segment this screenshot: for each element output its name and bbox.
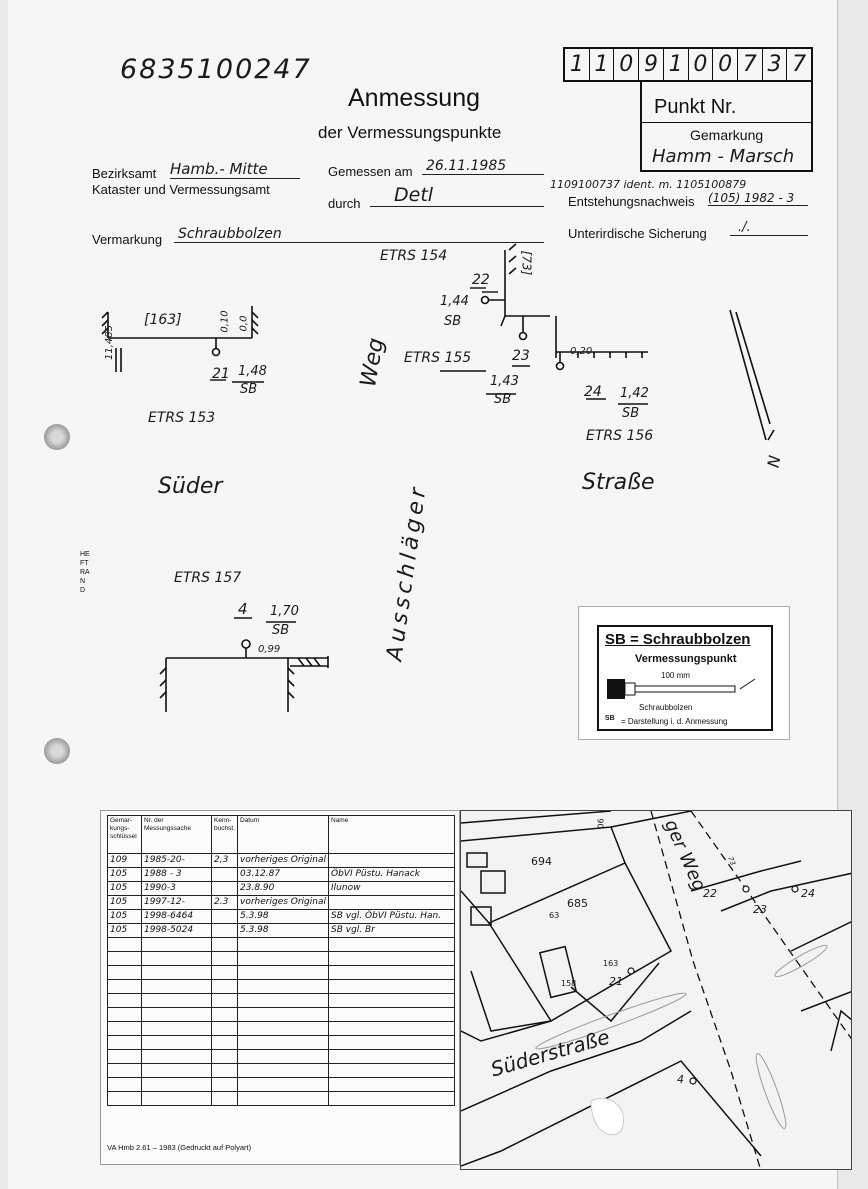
cell-kennbuchst: 2,3 bbox=[212, 854, 238, 868]
cell-gemarkung: 105 bbox=[108, 924, 142, 938]
empty-table-row bbox=[108, 952, 455, 966]
north-marker: N bbox=[763, 453, 785, 470]
cell-kennbuchst bbox=[212, 966, 238, 980]
ident-note: 1109100737 ident. m. 1105100879 bbox=[550, 178, 747, 191]
measure-099: 0,99 bbox=[258, 644, 281, 655]
legend-title: SB = Schraubbolzen bbox=[605, 631, 751, 648]
cell-kennbuchst bbox=[212, 1092, 238, 1106]
measure-00: 0,0 bbox=[238, 315, 250, 332]
cell-gemarkung bbox=[108, 1036, 142, 1050]
cell-messungssache: 1997-12- bbox=[142, 896, 212, 910]
cell-datum: 5.3.98 bbox=[238, 924, 329, 938]
point-24: 24 bbox=[584, 384, 602, 400]
punkt-label: Punkt Nr. bbox=[654, 96, 737, 118]
unterirdisch-value: ./. bbox=[730, 220, 808, 236]
cell-messungssache bbox=[142, 1064, 212, 1078]
cell-kennbuchst bbox=[212, 924, 238, 938]
cell-messungssache bbox=[142, 994, 212, 1008]
unterirdisch-label: Unterirdische Sicherung bbox=[568, 226, 707, 241]
ref-73: [73] bbox=[519, 250, 534, 276]
cell-gemarkung bbox=[108, 938, 142, 952]
cell-datum bbox=[238, 980, 329, 994]
col-kennbuchst: Kenn-buchst. bbox=[212, 816, 238, 854]
cell-name bbox=[329, 1022, 455, 1036]
empty-table-row bbox=[108, 938, 455, 952]
cell-name: SB vgl. ÖbVI Püstu. Han. bbox=[329, 910, 455, 924]
map-point-24: 24 bbox=[801, 887, 815, 900]
cell-name bbox=[329, 1092, 455, 1106]
cell-kennbuchst bbox=[212, 994, 238, 1008]
map-point-22: 22 bbox=[703, 887, 717, 900]
table-row bbox=[108, 868, 455, 882]
gemessen-label: Gemessen am bbox=[328, 164, 413, 179]
cell-name bbox=[329, 980, 455, 994]
etrs-157: ETRS 157 bbox=[174, 570, 242, 586]
point-24-sb: SB bbox=[622, 406, 640, 421]
map-street-ger-weg: ger Weg bbox=[659, 816, 710, 895]
cell-name: SB vgl. Br bbox=[329, 924, 455, 938]
gemarkung-label: Gemarkung bbox=[690, 127, 764, 143]
empty-table-row bbox=[108, 1022, 455, 1036]
cell-messungssache bbox=[142, 1036, 212, 1050]
map-point-73: 73 bbox=[726, 855, 737, 867]
cell-datum: vorheriges Original bbox=[238, 896, 329, 910]
bezirksamt-value: Hamb.- Mitte bbox=[170, 160, 300, 179]
register-table bbox=[107, 815, 455, 1106]
cell-name bbox=[329, 1008, 455, 1022]
cell-gemarkung: 105 bbox=[108, 910, 142, 924]
punkt-digit: 3 bbox=[763, 49, 788, 80]
cell-gemarkung: 105 bbox=[108, 896, 142, 910]
cell-name: ÖbVI Püstu. Hanack bbox=[329, 868, 455, 882]
punkt-digit: 1 bbox=[590, 49, 615, 80]
cell-datum bbox=[238, 1036, 329, 1050]
etrs-156: ETRS 156 bbox=[586, 428, 654, 444]
bezirksamt-label: Bezirksamt bbox=[92, 166, 157, 181]
point-22-height: 1,44 bbox=[440, 294, 469, 309]
cell-gemarkung: 105 bbox=[108, 882, 142, 896]
cell-gemarkung bbox=[108, 994, 142, 1008]
cell-gemarkung: 105 bbox=[108, 868, 142, 882]
cell-kennbuchst: 2.3 bbox=[212, 896, 238, 910]
document-number: 6835100247 bbox=[120, 54, 312, 85]
cell-gemarkung bbox=[108, 952, 142, 966]
point-24-height: 1,42 bbox=[620, 386, 649, 401]
gemessen-value: 26.11.1985 bbox=[422, 158, 544, 175]
cell-datum bbox=[238, 1022, 329, 1036]
vermarkung-value: Schraubbolzen bbox=[174, 226, 544, 243]
vermarkung-label: Vermarkung bbox=[92, 232, 163, 247]
cell-kennbuchst bbox=[212, 1036, 238, 1050]
legend-subtitle: Vermessungspunkt bbox=[635, 653, 737, 665]
form-subtitle: der Vermessungspunkte bbox=[318, 123, 502, 142]
cell-gemarkung bbox=[108, 1064, 142, 1078]
legend-sb-symbol: SB bbox=[605, 715, 615, 722]
cell-messungssache bbox=[142, 966, 212, 980]
point-4: 4 bbox=[238, 600, 248, 618]
punkt-digit: 0 bbox=[614, 49, 639, 80]
cell-datum: 23.8.90 bbox=[238, 882, 329, 896]
map-parcel-685: 685 bbox=[567, 897, 588, 910]
cell-name bbox=[329, 966, 455, 980]
street-sueder: Süder bbox=[158, 474, 223, 499]
cell-name bbox=[329, 1050, 455, 1064]
durch-value: Detl bbox=[370, 184, 544, 207]
cell-name bbox=[329, 952, 455, 966]
cell-datum bbox=[238, 1064, 329, 1078]
cell-name bbox=[329, 854, 455, 868]
cell-messungssache bbox=[142, 1078, 212, 1092]
ref-163: [163] bbox=[144, 312, 182, 328]
cell-name bbox=[329, 994, 455, 1008]
cell-datum: 03.12.87 bbox=[238, 868, 329, 882]
cell-messungssache bbox=[142, 1050, 212, 1064]
table-row bbox=[108, 896, 455, 910]
col-gemarkung: Gemar-kungs-schlüssel bbox=[108, 816, 142, 854]
bolt-diagram bbox=[605, 677, 765, 703]
street-ausschlaeger: Ausschläger bbox=[382, 482, 432, 663]
cell-gemarkung bbox=[108, 1008, 142, 1022]
kataster-label: Kataster und Vermessungsamt bbox=[92, 182, 270, 197]
cell-datum bbox=[238, 1008, 329, 1022]
street-strasse: Straße bbox=[582, 470, 655, 495]
table-row bbox=[108, 882, 455, 896]
cell-datum bbox=[238, 938, 329, 952]
punkt-digit: 7 bbox=[738, 49, 763, 80]
empty-table-row bbox=[108, 1036, 455, 1050]
legend-bolt: Schraubbolzen bbox=[639, 703, 693, 712]
map-drawing bbox=[461, 811, 852, 1170]
cell-messungssache bbox=[142, 980, 212, 994]
empty-table-row bbox=[108, 994, 455, 1008]
form-title: Anmessung bbox=[348, 84, 481, 112]
cell-kennbuchst bbox=[212, 882, 238, 896]
cell-kennbuchst bbox=[212, 980, 238, 994]
punkt-digit: 0 bbox=[689, 49, 714, 80]
street-weg: Weg bbox=[356, 336, 390, 389]
cell-kennbuchst bbox=[212, 1050, 238, 1064]
map-point-4: 4 bbox=[677, 1073, 684, 1086]
entstehung-value: (105) 1982 - 3 bbox=[708, 191, 808, 206]
cell-name bbox=[329, 938, 455, 952]
cell-kennbuchst bbox=[212, 1008, 238, 1022]
cell-kennbuchst bbox=[212, 1078, 238, 1092]
empty-table-row bbox=[108, 1078, 455, 1092]
cell-messungssache: 1985-20- bbox=[142, 854, 212, 868]
point-22-sb: SB bbox=[444, 314, 462, 329]
punkt-digit: 1 bbox=[565, 49, 590, 80]
cell-gemarkung bbox=[108, 1078, 142, 1092]
point-23-height: 1,43 bbox=[490, 374, 519, 389]
empty-table-row bbox=[108, 1064, 455, 1078]
point-21: 21 bbox=[212, 366, 230, 382]
map-parcel-694: 694 bbox=[531, 855, 552, 868]
map-parcel-163: 163 bbox=[603, 959, 619, 968]
cell-name bbox=[329, 1036, 455, 1050]
entstehung-label: Entstehungsnachweis bbox=[568, 194, 695, 209]
cell-gemarkung bbox=[108, 1092, 142, 1106]
cell-kennbuchst bbox=[212, 1022, 238, 1036]
cell-datum bbox=[238, 1092, 329, 1106]
punkt-digit: 0 bbox=[713, 49, 738, 80]
legend-darstellung: = Darstellung i. d. Anmessung bbox=[621, 717, 728, 726]
durch-label: durch bbox=[328, 196, 361, 211]
empty-table-row bbox=[108, 966, 455, 980]
cell-name: Ilunow bbox=[329, 882, 455, 896]
table-row bbox=[108, 924, 455, 938]
etrs-153: ETRS 153 bbox=[148, 410, 216, 426]
cell-messungssache bbox=[142, 1022, 212, 1036]
cell-messungssache: 1990-3 bbox=[142, 882, 212, 896]
cell-gemarkung bbox=[108, 966, 142, 980]
cell-kennbuchst bbox=[212, 952, 238, 966]
cell-gemarkung bbox=[108, 1022, 142, 1036]
cell-name bbox=[329, 1064, 455, 1078]
legend-box bbox=[597, 625, 773, 731]
map-parcel-63: 63 bbox=[549, 911, 560, 920]
table-row bbox=[108, 854, 455, 868]
col-datum: Datum bbox=[238, 816, 329, 854]
map-street-suederstrasse: Süderstraße bbox=[488, 1024, 613, 1082]
cell-gemarkung bbox=[108, 1050, 142, 1064]
table-row bbox=[108, 910, 455, 924]
map-extract bbox=[460, 810, 852, 1170]
empty-table-row bbox=[108, 980, 455, 994]
cell-datum: 5.3.98 bbox=[238, 910, 329, 924]
col-name: Name bbox=[329, 816, 455, 854]
cell-messungssache bbox=[142, 1092, 212, 1106]
point-21-sb: SB bbox=[240, 382, 258, 397]
measure-020: 0,20 bbox=[570, 346, 593, 357]
cell-datum: vorheriges Original bbox=[238, 854, 329, 868]
heftrand-label: HEFTRAND bbox=[80, 551, 90, 594]
cell-messungssache bbox=[142, 952, 212, 966]
col-messungssache: Nr. der Messungssache bbox=[142, 816, 212, 854]
gemarkung-value: Hamm - Marsch bbox=[652, 146, 795, 167]
map-parcel-158: 158 bbox=[561, 979, 577, 988]
cell-kennbuchst bbox=[212, 868, 238, 882]
point-22: 22 bbox=[472, 272, 490, 288]
cell-messungssache bbox=[142, 1008, 212, 1022]
measure-010: 0,10 bbox=[219, 310, 231, 333]
empty-table-row bbox=[108, 1050, 455, 1064]
register-footer: VA Hmb 2.61 – 1983 (Gedruckt auf Polyart) bbox=[107, 1143, 252, 1152]
etrs-155: ETRS 155 bbox=[404, 350, 472, 366]
cell-gemarkung bbox=[108, 980, 142, 994]
cell-messungssache: 1998-6464 bbox=[142, 910, 212, 924]
point-4-height: 1,70 bbox=[270, 604, 299, 619]
cell-kennbuchst bbox=[212, 1064, 238, 1078]
punkt-digit: 7 bbox=[792, 52, 807, 77]
cell-datum bbox=[238, 966, 329, 980]
empty-table-row bbox=[108, 1092, 455, 1106]
cell-messungssache: 1998-5024 bbox=[142, 924, 212, 938]
measure-11485: 11,485 bbox=[104, 325, 115, 360]
map-parcel-90: 90 bbox=[595, 818, 605, 829]
cell-gemarkung: 109 bbox=[108, 854, 142, 868]
point-23: 23 bbox=[512, 348, 530, 364]
cell-name bbox=[329, 896, 455, 910]
cell-datum bbox=[238, 1050, 329, 1064]
map-point-23: 23 bbox=[753, 903, 767, 916]
survey-form-page bbox=[8, 0, 838, 1189]
cell-name bbox=[329, 1078, 455, 1092]
cell-kennbuchst bbox=[212, 910, 238, 924]
punkt-digit: 1 bbox=[664, 49, 689, 80]
point-4-sb: SB bbox=[272, 623, 290, 638]
cell-datum bbox=[238, 994, 329, 1008]
point-23-sb: SB bbox=[494, 392, 512, 407]
legend-mm: 100 mm bbox=[661, 671, 690, 680]
empty-table-row bbox=[108, 1008, 455, 1022]
point-21-height: 1,48 bbox=[238, 364, 267, 379]
map-point-21: 21 bbox=[609, 975, 623, 988]
punkt-digit: 9 bbox=[639, 49, 664, 80]
etrs-154: ETRS 154 bbox=[380, 248, 448, 264]
cell-kennbuchst bbox=[212, 938, 238, 952]
cell-datum bbox=[238, 952, 329, 966]
cell-messungssache bbox=[142, 938, 212, 952]
cell-messungssache: 1988 - 3 bbox=[142, 868, 212, 882]
cell-datum bbox=[238, 1078, 329, 1092]
register-card bbox=[100, 810, 460, 1165]
legend-card bbox=[578, 606, 790, 740]
